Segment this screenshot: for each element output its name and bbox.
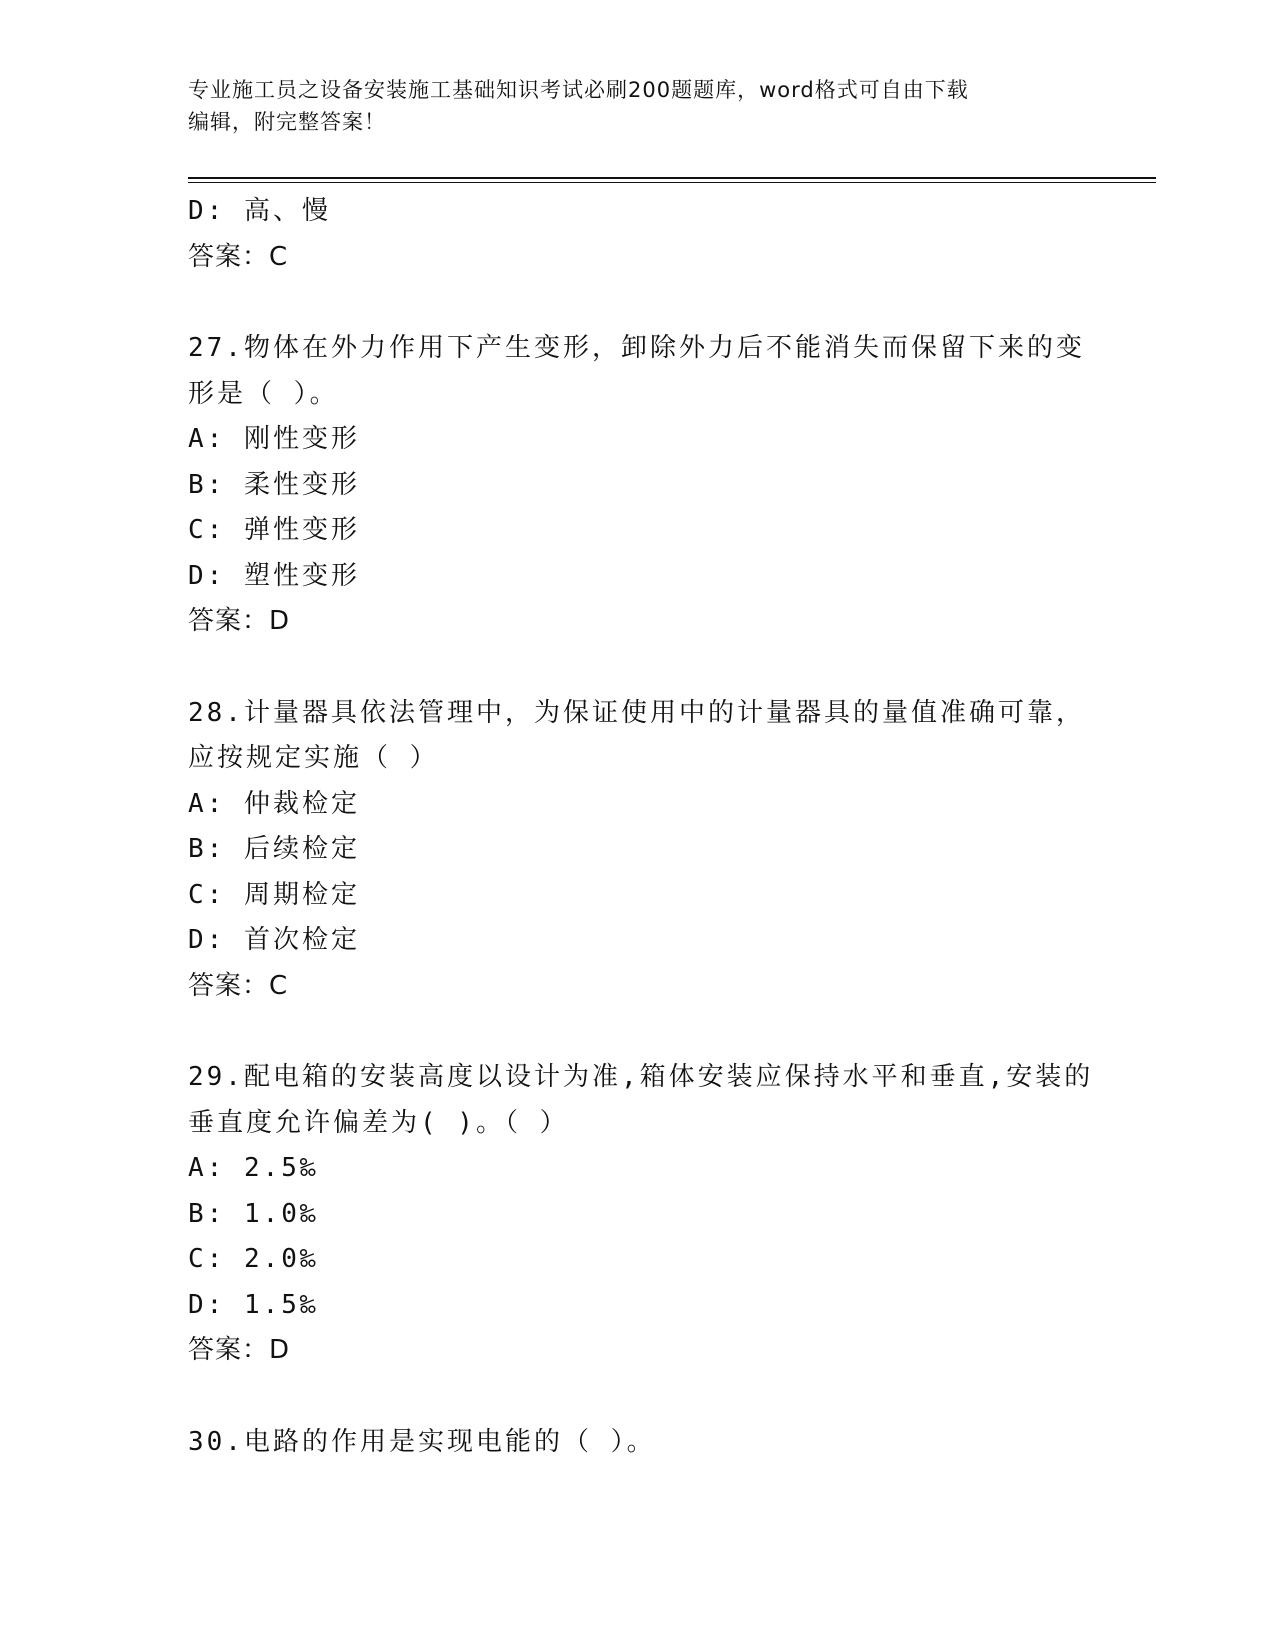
question-stem-line1: 29.配电箱的安装高度以设计为准,箱体安装应保持水平和垂直,安装的	[188, 1062, 1094, 1092]
question-27	[188, 326, 1088, 645]
header-divider-thick	[188, 177, 1156, 179]
option-d: D: 塑性变形	[188, 560, 360, 591]
header-divider-thin	[188, 182, 1156, 183]
option-a: A: 2.5‰	[188, 1153, 319, 1183]
option-b: B: 1.0‰	[188, 1198, 319, 1229]
option-b: B: 后续检定	[188, 834, 360, 864]
option-a: A: 刚性变形	[188, 424, 360, 454]
question-28	[188, 691, 1088, 1010]
option-c: C: 2.0‰	[188, 1244, 319, 1274]
prev-option-d: D: 高、慢	[188, 196, 331, 226]
header-title-line1: 专业施工员之设备安装施工基础知识考试必刷200题题库，word格式可自由下载	[188, 78, 969, 102]
question-stem-line2: 垂直度允许偏差为( )。（ ）	[188, 1107, 569, 1138]
option-b: B: 柔性变形	[188, 469, 360, 500]
question-spacer	[188, 1374, 1088, 1420]
question-stem-line2: 应按规定实施（ ）	[188, 743, 439, 773]
question-stem-line1: 27.物体在外力作用下产生变形，卸除外力后不能消失而保留下来的变	[188, 333, 1085, 363]
answer: 答案：C	[188, 970, 289, 1001]
question-stem-line1: 30.电路的作用是实现电能的（ ）。	[188, 1426, 656, 1457]
option-d: D: 首次检定	[188, 925, 360, 955]
question-spacer	[188, 1009, 1088, 1055]
answer: 答案：D	[188, 1335, 291, 1365]
document-header	[188, 74, 1088, 138]
question-30	[188, 1420, 1088, 1466]
question-29	[188, 1055, 1094, 1374]
question-list	[188, 189, 1094, 1465]
option-c: C: 弹性变形	[188, 515, 360, 545]
option-d: D: 1.5‰	[188, 1289, 319, 1320]
option-c: C: 周期检定	[188, 879, 360, 910]
question-stem-line1: 28.计量器具依法管理中，为保证使用中的计量器具的量值准确可靠，	[188, 697, 1085, 728]
answer: 答案：D	[188, 606, 291, 636]
option-a: A: 仲裁检定	[188, 788, 360, 819]
question-stem-line2: 形是（ ）。	[188, 378, 339, 409]
question-spacer	[188, 280, 1088, 326]
question-spacer	[188, 645, 1088, 691]
prev-answer: 答案：C	[188, 241, 289, 272]
header-title-line2: 编辑，附完整答案！	[188, 110, 386, 134]
